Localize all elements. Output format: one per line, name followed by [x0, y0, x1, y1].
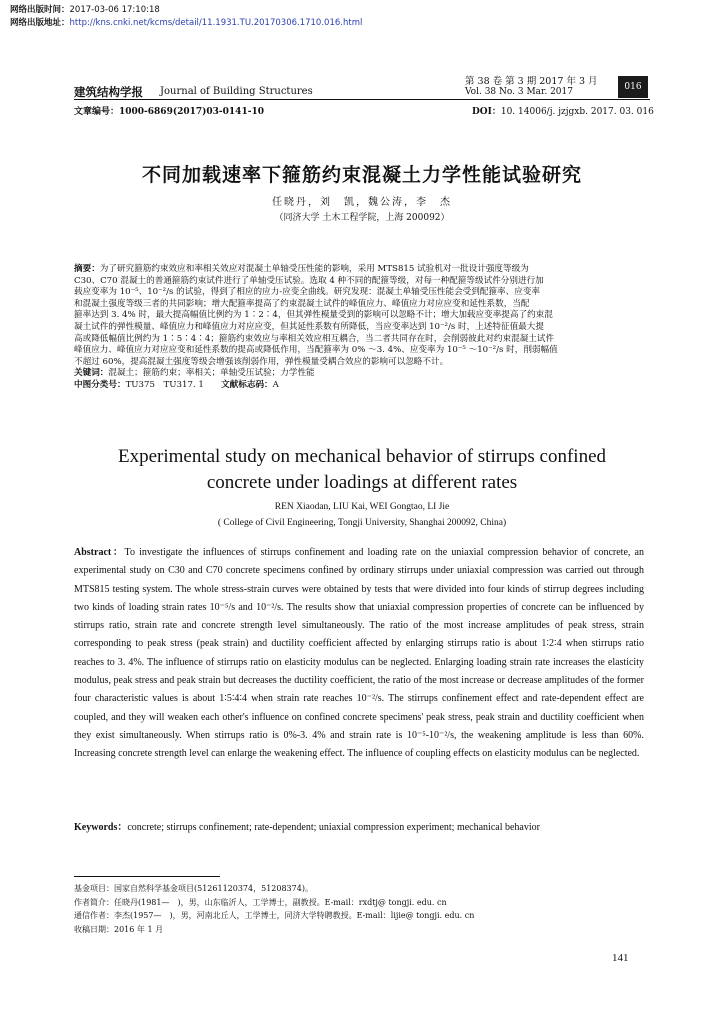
- keywords-en: [74, 818, 644, 833]
- affiliation-cn: （同济大学 土木工程学院，上海 200092）: [274, 213, 450, 223]
- abstract-cn-line: 和混凝土强度等级三者的共同影响；增大配箍率提高了约束混凝土试件的峰值应力、峰值应力对应应变和延性系数，当配: [74, 298, 530, 309]
- abstract-cn: [74, 264, 650, 392]
- abstract-cn-label: 摘要：: [74, 264, 100, 274]
- abstract-en: [74, 544, 644, 764]
- paper-title-en: [60, 444, 664, 496]
- abstract-en-label: Abstract：: [74, 547, 125, 558]
- pub-time-value: 2017-03-06 17:10:18: [69, 5, 160, 15]
- abstract-cn-line: 摘要：为了研究箍筋约束效应和率相关效应对混凝土单轴受压性能的影响，采用 MTS815 试验机对一批设计强度等级为: [74, 264, 529, 274]
- header-rule: [74, 99, 650, 100]
- affiliation-en: ( College of Civil Engineering, Tongji University, Shanghai 200092, China): [217, 518, 507, 528]
- footnote-fund: 基金项目：国家自然科学基金项目(51261120374，51208374)。: [74, 884, 313, 893]
- pub-address-label: 网络出版地址：: [10, 18, 70, 28]
- paper-title-en-line2: concrete under loadings at different rates: [206, 472, 518, 493]
- pub-time-label: 网络出版时间：: [10, 5, 70, 15]
- abstract-cn-line: 载应变率为 10⁻⁵、10⁻²/s 的试验，得到了相应的应力-应变全曲线。研究发现：混凝土单轴受压性能会受到配箍率、应变率: [74, 287, 541, 298]
- footnote-received: 收稿日期：2016 年 1 月: [74, 924, 164, 934]
- pub-address-link[interactable]: http://kns.cnki.net/kcms/detail/11.1931.TU.20170306.1710.016.html: [69, 18, 363, 28]
- abstract-cn-line: 峰值应力、峰值应力对应应变和延性系数的提高或降低作用，当配箍率为 0% ～3. 4%、应变率为 10⁻⁵ ～10⁻²/s 时，削弱幅值: [74, 345, 558, 356]
- keywords-en-text: concrete; stirrups confinement; rate-dependent; uniaxial compression experiment; mechanical behavior: [127, 822, 540, 833]
- clc-value: TU375 TU317. 1: [125, 379, 204, 390]
- keywords-cn: 关键词：混凝土；箍筋约束；率相关；单轴受压试验；力学性能: [74, 368, 315, 379]
- journal-name-en: Journal of Building Structures: [160, 86, 313, 97]
- journal-name-cn: 建筑结构学报: [74, 85, 143, 99]
- doi-value: 10. 14006/j. jzjgxb. 2017. 03. 016: [500, 107, 654, 117]
- doc-code-label: 文献标志码：: [221, 379, 273, 390]
- paper-title-cn: 不同加载速率下箍筋约束混凝土力学性能试验研究: [141, 164, 582, 186]
- footnote-rule: [74, 876, 220, 877]
- authors-cn: 任晓丹，刘 凯，魏公涛，李 杰: [272, 197, 452, 208]
- page-badge: 016: [618, 76, 648, 98]
- doi: [472, 104, 654, 117]
- keywords-cn-label: 关键词：: [74, 368, 109, 379]
- abstract-cn-line: C30、C70 混凝土的普通箍筋约束试件进行了单轴受压试验。选取 4 种不同的配箍等级，对每一种配箍等级试件分别进行加: [74, 275, 544, 286]
- abstract-en-text: To investigate the influences of stirrups confinement and loading rate on the uniaxial compression behavior of concrete, an experimental study on C30 and C70 concrete specimens confined by ordinary stirrups under uniaxial compression was carried out through MTS815 testing system. The whole stress-strain curves were obtained by tests that were divided into four kinds of stirrup degrees including two kinds of loading strain rates 10⁻⁵/s and 10⁻²/s. The results show that uniaxial compression properties of concrete can be influenced by stirrups ratio, strain rate and concrete strength level simultaneously. The ratio of the most increase amplitudes of peak stress, strain corresponding to peak stress (peak strain) and ductility coefficient affected by enlarging stirrups ratio is about 1∶2∶4 when stirrups ratio reaches to 3. 4%. The influence of stirrups ratio on elasticity modulus can be neglected. Enlarging loading strain rate increases the elasticity modulus, peak stress and peak strain but decreases the ductility coefficient, the ratio of the most increase or decrease amplitudes of the former four characteristic values is about 1∶5∶4∶4 when strain rate reaches 10⁻²/s. The stirrups confinement effect and rate-dependent effect are coupled, and they will weaken each other's influence on confined concrete specimens' peak stress, peak strain and ductility coefficient when they exist simultaneously. When stirrups ratio is 0%-3. 4% and strain rate is 10⁻⁵-10⁻²/s, the weakening amplitude is less than 60%. Increasing concrete strength level can enlarge the weakening effect. The influence of coupling effects on elasticity modulus can be neglected.: [74, 547, 644, 760]
- volume-info-cn: 第 38 卷 第 3 期 2017 年 3 月: [465, 76, 598, 87]
- footnote-author: 作者简介：任晓丹(1981— )，男，山东临沂人，工学博士，副教授。E-mail：rxdtj@ tongji. edu. cn: [74, 897, 447, 907]
- authors-en: REN Xiaodan, LIU Kai, WEI Gongtao, LI Jie: [274, 502, 450, 512]
- paper-title-en-line1: Experimental study on mechanical behavior of stirrups confined: [117, 446, 607, 467]
- doc-code-value: A: [272, 379, 279, 390]
- abstract-cn-line: 不超过 60%，提高混凝土强度等级会增强该削弱作用，弹性模量受耦合效应的影响可以忽略不计。: [74, 356, 449, 367]
- keywords-en-label: Keywords：: [74, 822, 128, 833]
- classification-cn: [74, 380, 650, 392]
- article-number: 文章编号：1000-6869(2017)03-0141-10: [74, 107, 264, 117]
- page-number: 141: [612, 952, 629, 964]
- footnote-corresponding: 通信作者：李杰(1957— )，男，河南北丘人，工学博士，同济大学特聘教授。E-mail：lijie@ tongji. edu. cn: [74, 911, 475, 920]
- doi-label: DOI：: [472, 107, 501, 117]
- clc-label: 中图分类号：: [74, 379, 126, 390]
- volume-info-en: Vol. 38 No. 3 Mar. 2017: [465, 87, 573, 97]
- abstract-cn-line: 高或降低幅值比例约为 1∶5∶4∶4；箍筋约束效应与率相关效应相互耦合，当二者共同存在时，会削弱彼此对约束混凝土试件: [74, 333, 555, 344]
- publication-info: [10, 4, 362, 30]
- abstract-cn-line: 箍率达到 3. 4% 时，最大提高幅值比例约为 1∶2∶4，但其弹性模量受到的影响可以忽略不计；增大加载应变率提高了约束混: [74, 310, 553, 321]
- abstract-cn-line: 凝土试件的弹性模量、峰值应力和峰值应力对应应变，但其延性系数有所降低，当应变率达到 10⁻²/s 时，上述特征值最大提: [74, 321, 544, 332]
- footnotes: [74, 882, 474, 936]
